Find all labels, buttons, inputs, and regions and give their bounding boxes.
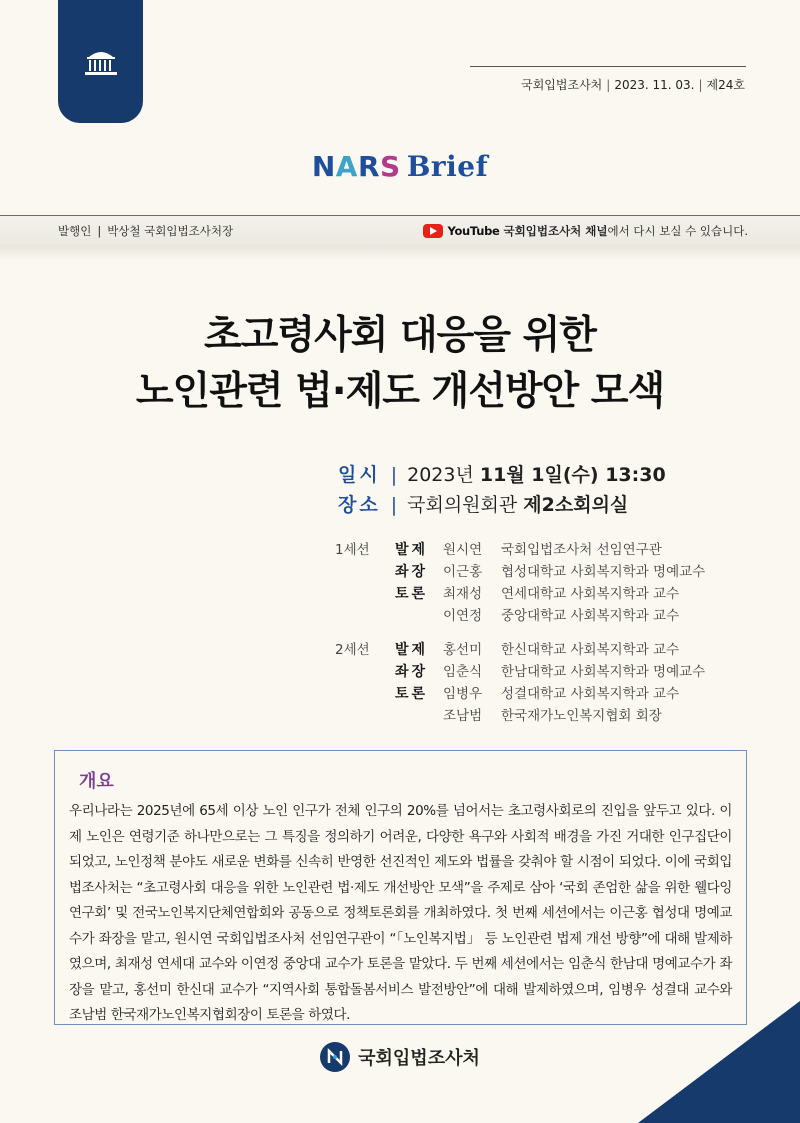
- issue-info: 국회입법조사처 | 2023. 11. 03. | 제24호: [521, 78, 745, 92]
- footer-logo: [0, 1042, 800, 1072]
- assembly-building-icon: [79, 47, 123, 77]
- session-affiliation: 성결대학교 사회복지학과 교수: [501, 686, 680, 702]
- session-person: 이연정: [443, 608, 483, 624]
- issue-number: 제24호: [706, 78, 745, 92]
- session-role: [395, 706, 443, 726]
- session-affiliation: 한남대학교 사회복지학과 명예교수: [501, 664, 706, 680]
- place-label: 장소: [338, 494, 381, 516]
- session-person: 조남범: [443, 708, 483, 724]
- place-main: 제2소회의실: [523, 494, 629, 516]
- session-person: 임춘식: [443, 664, 483, 680]
- youtube-wordmark: YouTube: [447, 223, 500, 238]
- session-affiliation: 연세대학교 사회복지학과 교수: [501, 586, 680, 602]
- session-list: [335, 540, 705, 740]
- session-name: 1세션: [335, 542, 370, 558]
- session-name: 2세션: [335, 642, 370, 658]
- logo-letter-r: R: [357, 150, 381, 183]
- publisher-label: 발행인: [58, 223, 92, 238]
- session-role: 발제: [395, 542, 429, 558]
- logo-letter-n: N: [311, 150, 336, 183]
- session-role: 토론: [395, 686, 429, 702]
- session-affiliation: 한신대학교 사회복지학과 교수: [501, 642, 680, 658]
- session-person: 최재성: [443, 586, 483, 602]
- issue-org: 국회입법조사처: [521, 78, 603, 92]
- youtube-play-icon: [423, 224, 443, 238]
- session-role: 좌장: [395, 564, 429, 580]
- logo-word-brief: Brief: [406, 150, 489, 183]
- session-role: [395, 606, 443, 626]
- logo-letter-a: A: [335, 150, 358, 183]
- header-rule: [470, 66, 746, 67]
- publisher-band: [0, 215, 800, 245]
- nars-emblem-icon: [320, 1042, 350, 1072]
- channel-name: 국회입법조사처 채널: [503, 223, 608, 238]
- date-label: 일시: [338, 464, 381, 486]
- youtube-notice[interactable]: [423, 223, 748, 239]
- session-role: 토론: [395, 586, 429, 602]
- overview-body: 우리나라는 2025년에 65세 이상 노인 인구가 전체 인구의 20%를 넘어서는 초고령사회로의 진입을 앞두고 있다. 이제 노인은 연령기준 하나만으로는 그 특징을 정의하기 어려운, 다양한 욕구와 사회적 배경을 가진 거대한 인구집단이 되었고, 노인정책 분야도 새로운 변화를 신속히 반영한 선진적인 제도와 법률을 갖춰야 할 시점이 되었다. 이에 국회입법조사처는 “초고령사회 대응을 위한 노인관련 법·제도 개선방안 모색”을 주제로 삼아 ‘국회 존엄한 삶을 위한 웰다잉 연구회’ 및 전국노인복지단체연합회와 공동으로 정책토론회를 개최하였다. 첫 번째 세션에서는 이근홍 협성대 명예교수가 좌장을 맡고, 원시연 국회입법조사처 선임연구관이 “「노인복지법」 등 노인관련 법제 개선 방향”에 대해 발제하였으며, 최재성 연세대 교수와 이연정 중앙대 교수가 토론을 맡았다. 두 번째 세션에서는 임춘식 한남대 명예교수가 좌장을 맡고, 홍선미 한신대 교수가 “지역사회 통합돌봄서비스 발전방안”에 대해 발제하였으며, 임병우 성결대 교수와 조남범 한국재가노인복지협회장이 토론을 하였다.: [69, 803, 732, 1023]
- title-line-2: 노인관련 법·제도 개선방안 모색: [135, 369, 665, 414]
- session-role: 발제: [395, 642, 429, 658]
- session-affiliation: 중앙대학교 사회복지학과 교수: [501, 608, 680, 624]
- session-affiliation: 국회입법조사처 선임연구관: [501, 542, 662, 558]
- nars-brief-logo: [0, 150, 800, 183]
- session-person: 임병우: [443, 686, 483, 702]
- session-person: 원시연: [443, 542, 483, 558]
- event-place-row: 장소 | 국회의원회관 제2소회의실: [338, 494, 629, 516]
- event-date-row: 일시 | 2023년 11월 1일(수) 13:30: [338, 464, 666, 486]
- overview-box: [54, 750, 747, 1025]
- session-role: 좌장: [395, 664, 429, 680]
- event-meta: [338, 460, 666, 520]
- assembly-logo-tab: [58, 0, 143, 123]
- session-2: [335, 640, 705, 726]
- footer-org-name: 국회입법조사처: [358, 1048, 480, 1069]
- channel-suffix: 에서 다시 보실 수 있습니다.: [607, 223, 748, 238]
- session-1: [335, 540, 705, 626]
- session-person: 이근홍: [443, 564, 483, 580]
- publisher: 발행인 | 박상철 국회입법조사처장: [58, 223, 234, 238]
- title-line-1: 초고령사회 대응을 위한: [204, 313, 596, 358]
- session-affiliation: 한국재가노인복지협회 회장: [501, 708, 662, 724]
- session-affiliation: 협성대학교 사회복지학과 명예교수: [501, 564, 706, 580]
- date-prefix: 2023년: [407, 464, 474, 486]
- session-person: 홍선미: [443, 642, 483, 658]
- page-title: [0, 308, 800, 420]
- date-main: 11월 1일(수) 13:30: [479, 464, 666, 486]
- logo-letter-s: S: [380, 150, 401, 183]
- place-prefix: 국회의원회관: [407, 494, 518, 516]
- band-shadow: [0, 245, 800, 261]
- overview-heading: 개요: [79, 771, 114, 792]
- publisher-name: 박상철 국회입법조사처장: [107, 223, 234, 238]
- issue-date: 2023. 11. 03.: [614, 78, 695, 92]
